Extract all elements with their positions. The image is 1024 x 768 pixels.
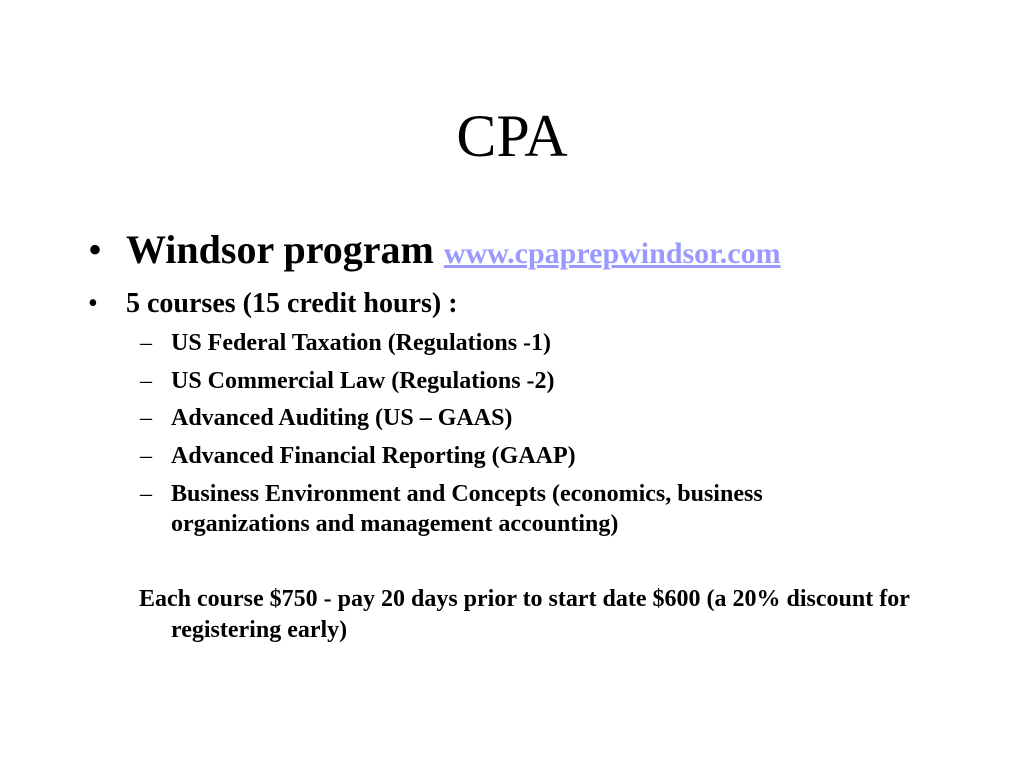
course-text: Advanced Auditing (US – GAAS) [171, 405, 513, 431]
course-text: US Federal Taxation (Regulations -1) [171, 330, 552, 356]
course-text: US Commercial Law (Regulations -2) [171, 368, 555, 394]
bullet-text: 5 courses (15 credit hours) : [126, 288, 458, 319]
dash-marker: – [140, 443, 152, 469]
bullet-text [126, 222, 781, 282]
dash-marker: – [140, 368, 152, 394]
dash-marker: – [140, 481, 152, 507]
windsor-program-label: Windsor program [126, 227, 434, 272]
course-text: Advanced Financial Reporting (GAAP) [171, 443, 576, 469]
cpaprep-windsor-link[interactable]: www.cpaprepwindsor.com [443, 237, 781, 270]
dash-marker: – [140, 405, 152, 431]
dash-marker: – [140, 330, 152, 356]
bullet-marker: • [88, 288, 98, 319]
pricing-note: Each course $750 - pay 20 days prior to start date $600 (a 20% discount for registering early) [139, 586, 910, 643]
slide-title: CPA [456, 103, 568, 169]
course-text: Business Environment and Concepts (economics, business organizations and management accounting) [171, 481, 763, 537]
bullet-marker: • [88, 227, 103, 272]
